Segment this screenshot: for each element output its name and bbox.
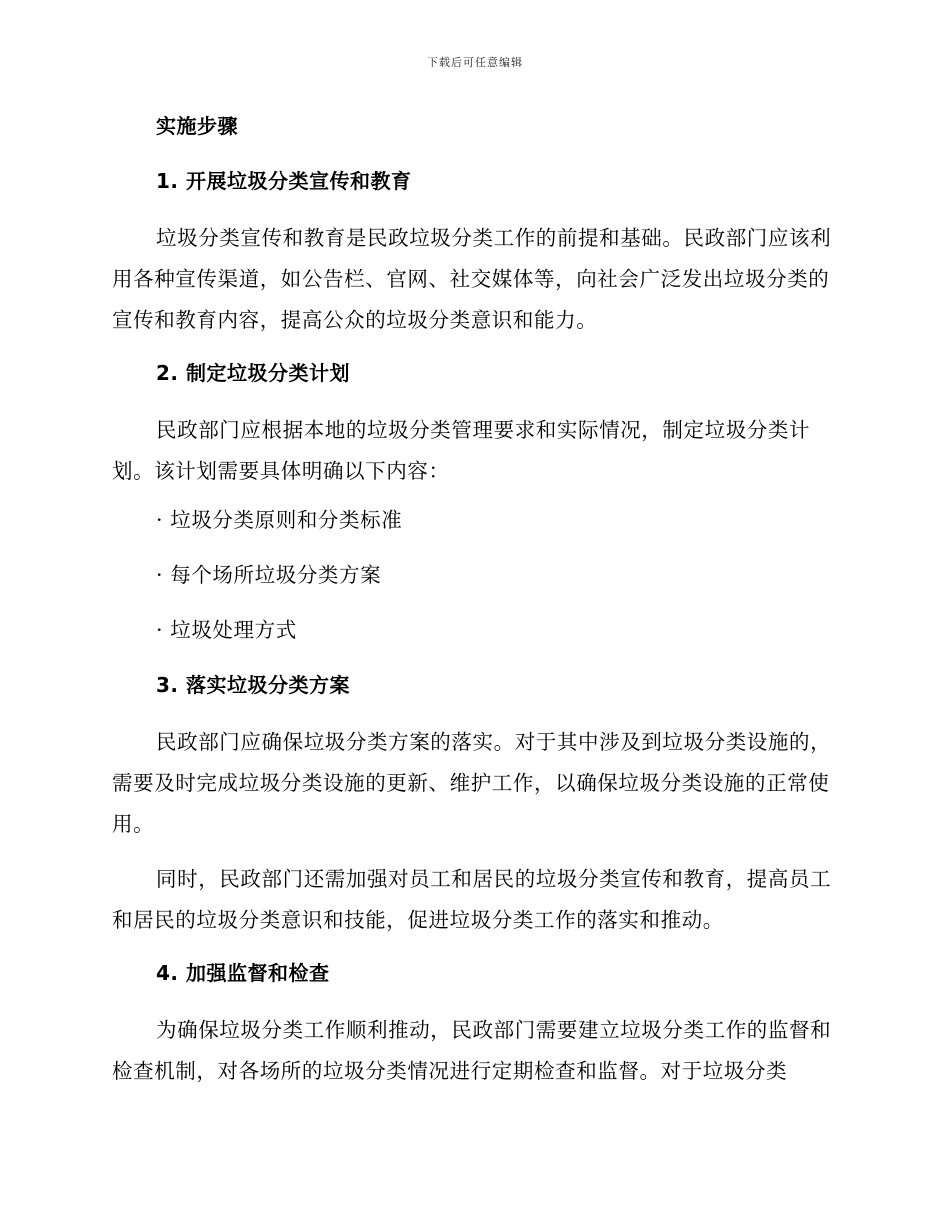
section-3-heading: 3. 落实垃圾分类方案	[156, 673, 350, 697]
bullet-item: · 垃圾处理方式	[156, 618, 297, 642]
section-4-heading: 4. 加强监督和检查	[156, 961, 330, 985]
section-1-paragraph: 垃圾分类宣传和教育是民政垃圾分类工作的前提和基础。民政部门应该利用各种宣传渠道，如公告栏、官网、社交媒体等，向社会广泛发出垃圾分类的宣传和教育内容，提高公众的垃圾分类意识和能力。	[112, 226, 832, 332]
bullet-item: · 垃圾分类原则和分类标准	[156, 508, 403, 532]
bullet-item: · 每个场所垃圾分类方案	[156, 563, 382, 587]
section-2-heading: 2. 制定垃圾分类计划	[156, 361, 350, 385]
document-title: 实施步骤	[156, 114, 238, 138]
section-3-paragraph-2: 同时，民政部门还需加强对员工和居民的垃圾分类宣传和教育，提高员工和居民的垃圾分类意识和技能，促进垃圾分类工作的落实和推动。	[112, 867, 832, 932]
section-3-paragraph-1: 民政部门应确保垃圾分类方案的落实。对于其中涉及到垃圾分类设施的，需要及时完成垃圾分类设施的更新、维护工作，以确保垃圾分类设施的正常使用。	[112, 730, 832, 836]
section-1-heading: 1. 开展垃圾分类宣传和教育	[156, 169, 412, 193]
section-4-paragraph: 为确保垃圾分类工作顺利推动，民政部门需要建立垃圾分类工作的监督和检查机制，对各场所的垃圾分类情况进行定期检查和监督。对于垃圾分类	[112, 1018, 832, 1083]
page-header: 下载后可任意编辑	[427, 56, 523, 69]
section-2-paragraph: 民政部门应根据本地的垃圾分类管理要求和实际情况，制定垃圾分类计划。该计划需要具体明确以下内容：	[112, 418, 811, 483]
document-body	[112, 108, 832, 1106]
